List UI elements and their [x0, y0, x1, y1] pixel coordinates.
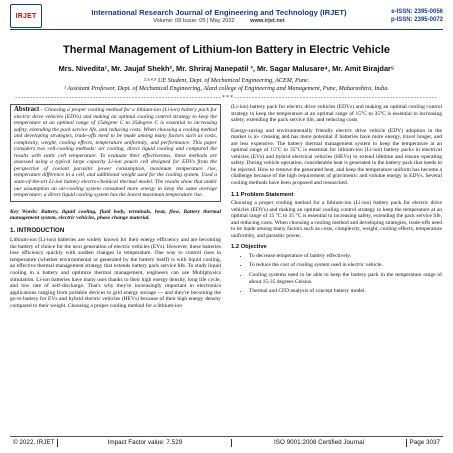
paper-authors: Mrs. Nivedita¹, Mr. Jaujaf Shekh², Mr. Shriraj Manepatil ³, Mr. Sagar Malusare⁴, Mr. Amit Birajdar⁵ — [58, 64, 395, 73]
journal-header — [10, 3, 443, 30]
journal-website: www.irjet.net — [250, 18, 285, 24]
objective-item: • To reduce the cost of cooling system used in electric vehicle. — [249, 262, 442, 269]
journal-header-center — [47, 8, 391, 24]
two-column-body — [10, 104, 443, 313]
intro-heading: 1. INTRODUCTION — [10, 226, 65, 234]
problem-statement-heading: 1.1 Problem Statement — [231, 191, 294, 198]
keywords-text: : Battery, liquid cooling, fluid body, terminals, heat, flow, Battery thermal management system, electric vehicles, phase change material. — [10, 208, 221, 222]
intro-paragraph: Lithium-ion (Li-ion) batteries are widely known for their energy efficiency and are becoming the battery of choice for the next generation of electric vehicles (EVs). However, these batteries lose efficiency quickly with sudden changes in temperature. One way to control rises in temperature (whether environmental or generated by the battery itself) is with liquid cooling, an effective thermal management strategy that extends battery pack service life. To study liquid cooling in a battery and optimize thermal management, engineers can use Multiphysics simulation. Li-ion batteries have many uses thanks to their high energy density, long life cycle, and low rate of self-discharge. That's why they're increasingly important in electronics applications ranging from portable devices to grid energy storage — and they're becoming the go-to battery for EVs and hybrid electric vehicles (HEVs) because of their high energy density compared to their weight. Choosing a proper cooling method for a lithium-ion — [10, 237, 221, 309]
journal-volume: Volume: 09 Issue: 05 | May 2022 — [153, 18, 235, 24]
journal-volume-line — [47, 18, 391, 24]
continued-paragraph: (Li-ion) battery pack for electric drive vehicles (EDVs) and making an optimal cooling control strategy to keep the temperature at an optimal range of 15°C to 35°C is essential to increasing safety, extending the pack service life, and reducing costs — [231, 104, 442, 124]
page-footer — [10, 436, 443, 448]
affiliation-professor: ¹ Assistant Professor, Dept. of Mechanical Engineering, Alard college of Engineering and Management, Pune, Maharashtra, India. — [64, 85, 389, 92]
objective-item: • Thermal and CFD analysis of concept battery model. — [249, 288, 442, 295]
separator-line: ---------------------------------------------------------------------***-------------------------------------------------------------------- — [15, 95, 438, 101]
objective-item: • Cooling systems need to be able to keep the battery pack in the temperature range of about 15-35 degrees Celsius. — [249, 272, 442, 285]
objective-item: • To decrease temperature of battery effectively. — [249, 253, 442, 260]
objective-list — [231, 253, 442, 295]
abstract-box — [10, 104, 221, 202]
journal-logo — [10, 4, 42, 28]
paper-title: Thermal Management of Lithium-Ion Battery in Electric Vehicle — [62, 44, 390, 56]
abstract-text: - Choosing a proper cooling method for a lithium-ion (Li-ion) battery pack for electric drive vehicles (EDVs) and making an optimal cooling control strategy to keep the temperature at an optimal range of 15degree C to 35degree C is essential to increasing safety, extending the pack service life, and reducing costs. When choosing a cooling method and developing strategies, trade-offs need to be made among many factors such as costs, complexity, weight, cooling effects, temperature uniformity, and performance. This paper considers two cell-cooling methods: air cooling, direct liquid cooling and compared the results with static cell temperature. To evaluate their effectiveness, these methods are assessed using a typical large capacity Li-ion pouch cell designed for EDVs from the perspective of coolant parasitic power consumption, maximum temperature rise, temperature difference in a cell, and additional weight used for the cooling system. Used a state-of-the-art Li-ion battery electro-chemical thermal model. The results show that under our assumption an air-cooling system consumed more energy to keep the same average temperature; a direct liquid cooling system has the lowest maximum temperature rise. — [14, 107, 217, 199]
footer-page-number: Page 3037 — [409, 439, 441, 446]
keywords — [10, 209, 221, 222]
background-paragraph: Energy-saving and environmentally friendly electric drive vehicle (EDV) adoption in the market is in- creasing and has more potential if batteries have more energy, travel longer, and are less expensive. The battery thermal management system to keep the temperature at an optimal range of 15°C to 35°C is essential for lithium-ion (Li-ion) battery packs in electrical vehicles (EVs) and hybrid electrical vehicles (HEVs) to extend lifetime and ensure operating safety. During vehicle operation, considerable heat is generated in the battery pack that needs to be rejected. How to remove the generated heat, and keep the temperature uniform has become a challenge because of the high requirement of gravimetric and volume energy in EDVs. Several cooling methods have been proposed and researched. — [231, 127, 442, 187]
footer-copyright: © 2022, IRJET — [13, 439, 55, 446]
problem-statement-paragraph: Choosing a proper cooling method for a lithium-ion (Li-ion) battery pack for electric drive vehicles (EDVs) and making an optimal cooling control strategy to keep the temperature at an optimal range of 15 °C to 35 °C is essential to increasing safety, extending the pack service life, and reducing costs. When choosing a cooling method and developing strategies, trade-offs need to be made among many factors such as costs, complexity, weight, cooling effects, temperature uniformity, and parasitic power. — [231, 200, 442, 239]
abstract-label: Abstract — [14, 106, 40, 113]
affiliation-students: ²·³·⁴·⁵ UE Student, Dept. of Mechanical Engineering, ACEM, Pune. — [143, 77, 310, 84]
p-issn: p-ISSN: 2395-0072 — [390, 17, 443, 23]
keywords-label: Key Words — [10, 208, 36, 215]
footer-impact-factor: Impact Factor value: 7.529 — [107, 439, 183, 446]
e-issn: e-ISSN: 2395-0056 — [391, 9, 443, 15]
right-column — [231, 104, 442, 313]
journal-name: International Research Journal of Engineering and Technology (IRJET) — [91, 8, 347, 17]
issn-block — [391, 8, 443, 24]
objective-heading: 1.2 Objective — [231, 244, 267, 251]
left-column — [10, 104, 221, 313]
footer-iso: ISO 9001:2008 Certified Journal — [274, 439, 364, 446]
author-affiliations — [10, 77, 443, 93]
journal-logo-text: IRJET — [15, 12, 37, 20]
